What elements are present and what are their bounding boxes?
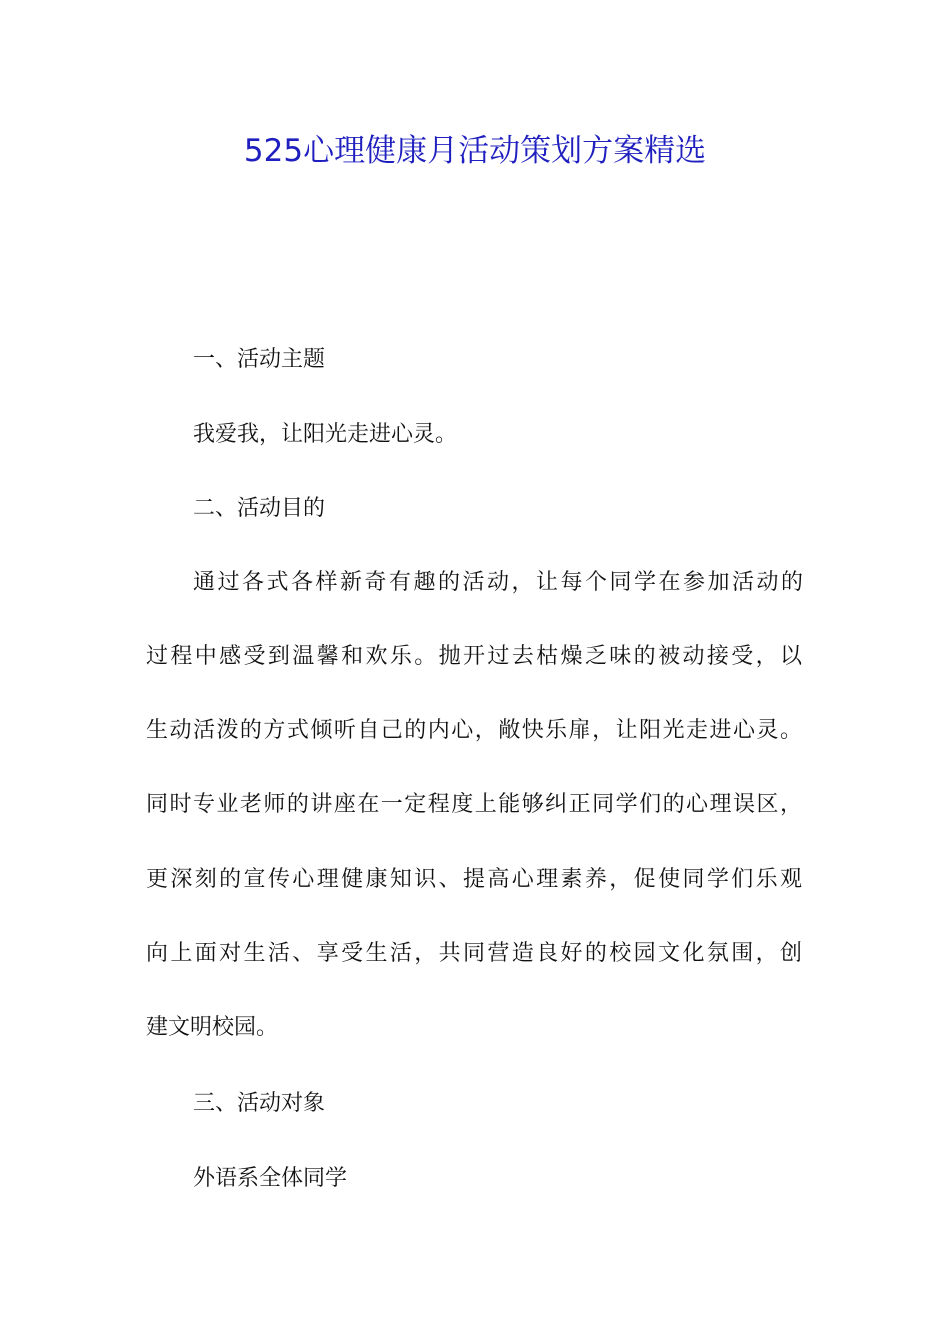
section-heading-audience: 三、活动对象 xyxy=(193,1091,326,1116)
purpose-line: 同时专业老师的讲座在一定程度上能够纠正同学们的心理误区， xyxy=(146,792,802,817)
purpose-line: 更深刻的宣传心理健康知识、提高心理素养，促使同学们乐观 xyxy=(146,867,802,892)
section-heading-theme: 一、活动主题 xyxy=(193,347,326,372)
section-body-theme: 我爱我，让阳光走进心灵。 xyxy=(193,422,458,447)
document-title: 525心理健康月活动策划方案精选 xyxy=(243,133,707,169)
purpose-line: 生动活泼的方式倾听自己的内心，敞快乐扉，让阳光走进心灵。 xyxy=(146,718,802,743)
purpose-line: 向上面对生活、享受生活，共同营造良好的校园文化氛围，创 xyxy=(146,941,802,966)
section-body-audience: 外语系全体同学 xyxy=(193,1166,348,1191)
purpose-line: 建文明校园。 xyxy=(146,1015,279,1040)
purpose-line: 通过各式各样新奇有趣的活动，让每个同学在参加活动的 xyxy=(193,570,803,595)
purpose-line: 过程中感受到温馨和欢乐。抛开过去枯燥乏味的被动接受，以 xyxy=(146,644,802,669)
section-heading-purpose: 二、活动目的 xyxy=(193,496,326,521)
